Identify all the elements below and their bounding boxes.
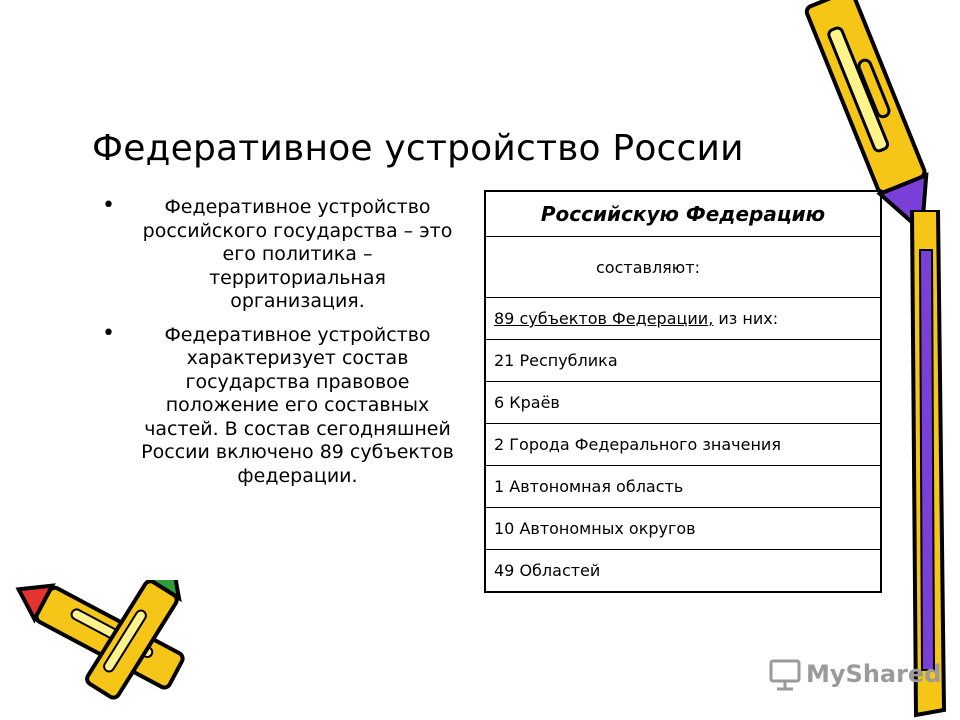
table-cell: 2 Города Федерального значения xyxy=(485,424,881,466)
subjects-link[interactable]: 89 субъектов Федерации, xyxy=(494,309,714,328)
bullet-text: Федеративное устройство российского государства – это его политика – территориальная организация. xyxy=(142,196,453,312)
table-subheader: составляют: xyxy=(485,237,881,298)
table-cell: 1 Автономная область xyxy=(485,466,881,508)
pencil-icon xyxy=(898,210,960,720)
table-cell xyxy=(485,298,881,340)
bullet-list xyxy=(100,193,455,498)
page-title: Федеративное устройство России xyxy=(92,128,744,169)
bullet-item xyxy=(100,193,455,314)
subjects-tail: из них: xyxy=(713,309,779,328)
table-cell: 10 Автономных округов xyxy=(485,508,881,550)
table-cell: 21 Республика xyxy=(485,340,881,382)
table-row xyxy=(485,424,881,466)
table-row xyxy=(485,508,881,550)
table-row xyxy=(485,340,881,382)
bullet-text: Федеративное устройство характеризует состав государства правовое положение его составных частей. В состав сегодняшней России включено 89 субъектов федерации. xyxy=(141,323,454,487)
table-cell: 6 Краёв xyxy=(485,382,881,424)
bullet-item xyxy=(100,320,455,489)
bullet-dot-icon: • xyxy=(102,320,115,346)
table-row xyxy=(485,237,881,298)
table-row xyxy=(485,191,881,237)
presentation-icon xyxy=(768,658,802,692)
pencil-icon xyxy=(60,580,200,720)
table-row xyxy=(485,466,881,508)
table-row xyxy=(485,382,881,424)
table-header: Российскую Федерацию xyxy=(485,191,881,237)
table-cell: 49 Областей xyxy=(485,550,881,593)
federation-table xyxy=(484,190,882,593)
table-row xyxy=(485,298,881,340)
watermark xyxy=(768,656,942,692)
table-row xyxy=(485,550,881,593)
bullet-dot-icon: • xyxy=(102,193,115,218)
watermark-text: MyShared xyxy=(806,660,942,688)
